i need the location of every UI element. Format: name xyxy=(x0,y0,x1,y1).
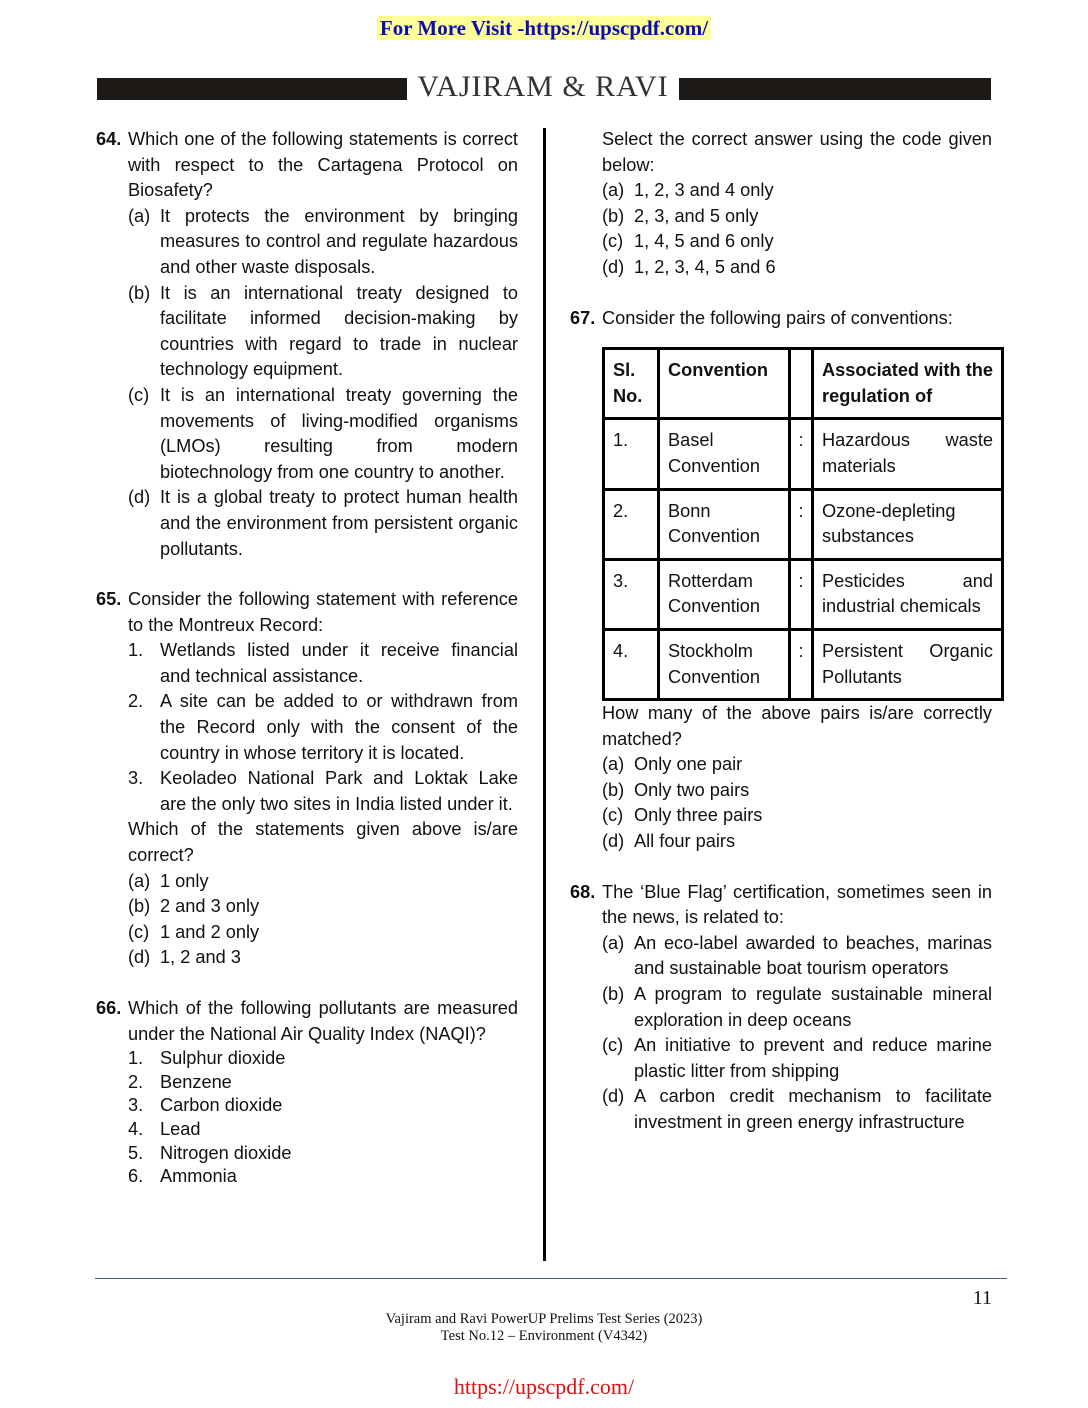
option-b: (b) 2 and 3 only xyxy=(128,896,260,917)
statement-1: 1. Sulphur dioxide xyxy=(128,1048,286,1069)
option-d: (d) 1, 2 and 3 xyxy=(128,947,241,968)
option-a: (a) Only one pair xyxy=(602,754,743,775)
question-number: 68. xyxy=(570,881,596,902)
table-row: 1. Basel Convention : Hazardous waste materials xyxy=(604,419,1003,489)
option-b: (b) Only two pairs xyxy=(602,779,750,800)
option-b: (b) A program to regulate sustainable mineral exploration in deep oceans xyxy=(602,984,992,1030)
q64-options xyxy=(96,204,518,562)
question-64 xyxy=(96,127,518,204)
option-a: (a) It protects the environment by bringing measures to control and regulate hazardous and other waste disposals. xyxy=(128,205,518,277)
header-associated: Associated with the regulation of xyxy=(813,349,1003,419)
q65-prompt: Which of the statements given above is/are correct? xyxy=(128,819,518,866)
option-c: (c) It is an international treaty governing the movements of living-modified organisms (LMOs) resulting from modern biotechnology from one country to another. xyxy=(128,384,518,482)
option-c: (c) 1 and 2 only xyxy=(128,921,260,942)
option-a: (a) 1, 2, 3 and 4 only xyxy=(602,180,774,201)
question-67 xyxy=(570,306,992,332)
statement-5: 5. Nitrogen dioxide xyxy=(128,1142,292,1163)
question-text: Consider the following pairs of conventions: xyxy=(602,307,953,328)
q65-options xyxy=(96,869,518,971)
option-a: (a) 1 only xyxy=(128,870,209,891)
header-sl-no: Sl. No. xyxy=(604,349,659,419)
brand-bar-right xyxy=(679,78,991,100)
q67-options xyxy=(570,752,992,854)
question-number: 67. xyxy=(570,307,596,328)
option-c: (c) Only three pairs xyxy=(602,805,763,826)
q66-options xyxy=(570,178,992,280)
header-separator xyxy=(790,349,813,419)
bottom-link[interactable]: https://upscpdf.com/ xyxy=(453,1374,635,1399)
option-a: (a) An eco-label awarded to beaches, marinas and sustainable boat tourism operators xyxy=(602,932,992,979)
visit-link-banner xyxy=(0,16,1088,41)
brand-header xyxy=(97,70,991,103)
option-b: (b) It is an international treaty designed to facilitate informed decision-making by countries with regard to trade in nuclear technology equipment. xyxy=(128,282,518,380)
question-text: Which of the following pollutants are measured under the National Air Quality Index (NAQI)? xyxy=(128,998,518,1044)
question-text: Which one of the following statements is correct with respect to the Cartagena Protocol on Biosafety? xyxy=(128,129,518,201)
brand-bar-left xyxy=(97,78,407,100)
option-d: (d) A carbon credit mechanism to facilitate investment in green energy infrastructure xyxy=(602,1086,992,1132)
left-column xyxy=(96,127,518,1189)
footer-rule xyxy=(95,1278,1007,1279)
option-b: (b) 2, 3, and 5 only xyxy=(602,205,759,226)
q67-prompt: How many of the above pairs is/are correctly matched? xyxy=(602,703,992,749)
right-column xyxy=(570,127,992,1136)
statement-3: 3. Keoladeo National Park and Loktak Lake are the only two sites in India listed under it. xyxy=(128,768,518,814)
question-number: 66. xyxy=(96,998,122,1018)
visit-link[interactable]: For More Visit -https://upscpdf.com/ xyxy=(377,16,711,40)
footer-series-title: Vajiram and Ravi PowerUP Prelims Test Series (2023) xyxy=(385,1311,703,1327)
statement-2: 2. A site can be added to or withdrawn from the Record only with the consent of the country in whose territory it is located. xyxy=(128,691,518,763)
table-row: 3. Rotterdam Convention : Pesticides and industrial chemicals xyxy=(604,559,1003,629)
conventions-table xyxy=(602,347,1004,701)
option-d: (d) It is a global treaty to protect human health and the environment from persistent organic pollutants. xyxy=(128,487,518,559)
footer-text xyxy=(0,1311,1088,1345)
statement-6: 6. Ammonia xyxy=(128,1166,237,1187)
statement-3: 3. Carbon dioxide xyxy=(128,1095,283,1116)
question-66 xyxy=(96,996,518,1047)
q66-prompt: Select the correct answer using the code given below: xyxy=(602,129,992,175)
question-text: Consider the following statement with reference to the Montreux Record: xyxy=(128,589,518,635)
column-divider xyxy=(543,128,546,1261)
footer-test-title: Test No.12 – Environment (V4342) xyxy=(440,1328,648,1344)
question-text: The ‘Blue Flag’ certification, sometimes seen in the news, is related to: xyxy=(602,881,992,928)
question-number: 64. xyxy=(96,129,122,149)
page-number: 11 xyxy=(972,1287,992,1309)
q66-statements xyxy=(96,1047,518,1189)
question-65 xyxy=(96,587,518,638)
question-number: 65. xyxy=(96,589,122,610)
q68-options xyxy=(570,931,992,1136)
statement-1: 1. Wetlands listed under it receive financial and technical assistance. xyxy=(128,640,518,686)
question-68 xyxy=(570,880,992,931)
option-d: (d) 1, 2, 3, 4, 5 and 6 xyxy=(602,256,776,277)
q67-table-wrap xyxy=(570,347,992,701)
statement-2: 2. Benzene xyxy=(128,1071,232,1092)
header-convention: Convention xyxy=(659,349,790,419)
table-header-row xyxy=(604,349,1003,419)
brand-logo-text: VAJIRAM & RAVI xyxy=(417,70,669,103)
option-d: (d) All four pairs xyxy=(602,831,736,852)
option-c: (c) 1, 4, 5 and 6 only xyxy=(602,231,774,252)
table-row: 4. Stockholm Convention : Persistent Organic Pollutants xyxy=(604,629,1003,699)
option-c: (c) An initiative to prevent and reduce marine plastic litter from shipping xyxy=(602,1035,992,1081)
table-row: 2. Bonn Convention : Ozone-depleting substances xyxy=(604,489,1003,559)
q65-statements xyxy=(96,638,518,817)
statement-4: 4. Lead xyxy=(128,1118,201,1139)
